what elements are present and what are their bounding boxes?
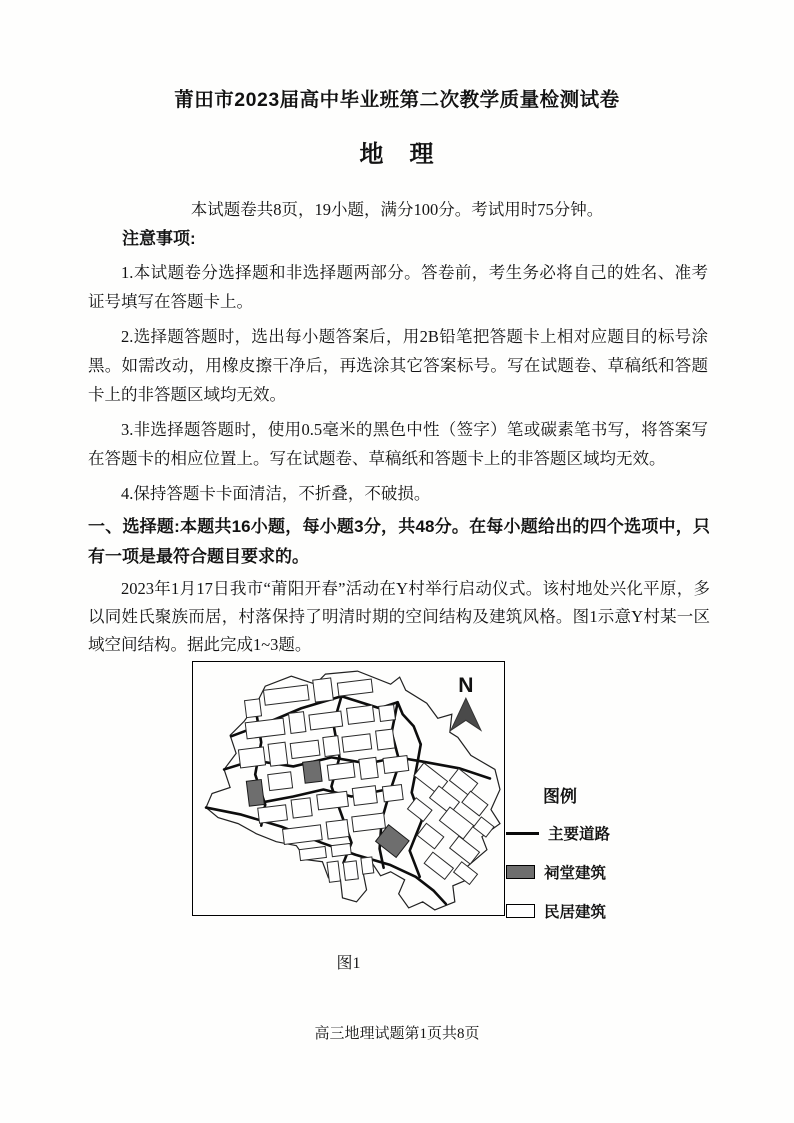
notice-item-3: 3.非选择题答题时，使用0.5毫米的黑色中性（签字）笔或碳素笔书写，将答案写在答题卡的相应位置上。写在试题卷、草稿纸和答题卡上的非答题区域均无效。 <box>88 420 708 468</box>
page-footer: 高三地理试题第1页共8页 <box>314 1026 480 1042</box>
legend-label-main-road: 主要道路 <box>548 826 611 843</box>
legend-label-ancestral-hall: 祠堂建筑 <box>544 865 607 882</box>
notice-section <box>88 226 708 514</box>
question-1-3-intro: 2023年1月17日我市“莆阳开春”活动在Y村举行启动仪式。该村地处兴化平原，多以同姓氏聚族而居，村落保持了明清时期的空间结构及建筑风格。图1示意Y村某一区域空间结构。据此完成1~3题。 <box>88 579 710 654</box>
notice-heading: 注意事项: <box>122 229 196 248</box>
legend-item-main-road <box>506 822 656 844</box>
page-title: 莆田市2023届高中毕业班第二次教学质量检测试卷 <box>174 89 620 111</box>
notice-item-1: 1.本试题卷分选择题和非选择题两部分。答卷前，考生务必将自己的姓名、准考证号填写在答题卡上。 <box>88 263 708 311</box>
north-label: N <box>458 674 474 698</box>
section-one-heading: 一、选择题:本题共16小题，每小题3分，共48分。在每小题给出的四个选项中，只有一项是最符合题目要求的。 <box>88 517 710 566</box>
legend-item-residence <box>506 900 656 922</box>
north-compass <box>451 674 481 730</box>
notice-item-2: 2.选择题答题时，选出每小题答案后，用2B铅笔把答题卡上相对应题目的标号涂黑。如需改动，用橡皮擦干净后，再选涂其它答案标号。写在试题卷、草稿纸和答题卡上的非答题区域均无效。 <box>88 327 708 404</box>
map-legend <box>506 782 656 939</box>
residence-symbol <box>506 904 535 918</box>
exam-info-line: 本试题卷共8页，19小题，满分100分。考试用时75分钟。 <box>190 200 604 219</box>
legend-label-residence: 民居建筑 <box>544 904 607 921</box>
ancestral-hall-symbol <box>506 865 535 879</box>
road-symbol <box>506 832 539 835</box>
figure-1-caption: 图1 <box>336 955 361 972</box>
north-arrow-icon <box>451 698 481 730</box>
subject-title: 地 理 <box>359 141 435 168</box>
figure-1-map-frame <box>192 661 505 916</box>
legend-title: 图例 <box>543 787 577 806</box>
village-map <box>193 662 504 915</box>
legend-item-ancestral-hall <box>506 861 656 883</box>
notice-item-4: 4.保持答题卡卡面清洁，不折叠，不破损。 <box>121 484 431 503</box>
